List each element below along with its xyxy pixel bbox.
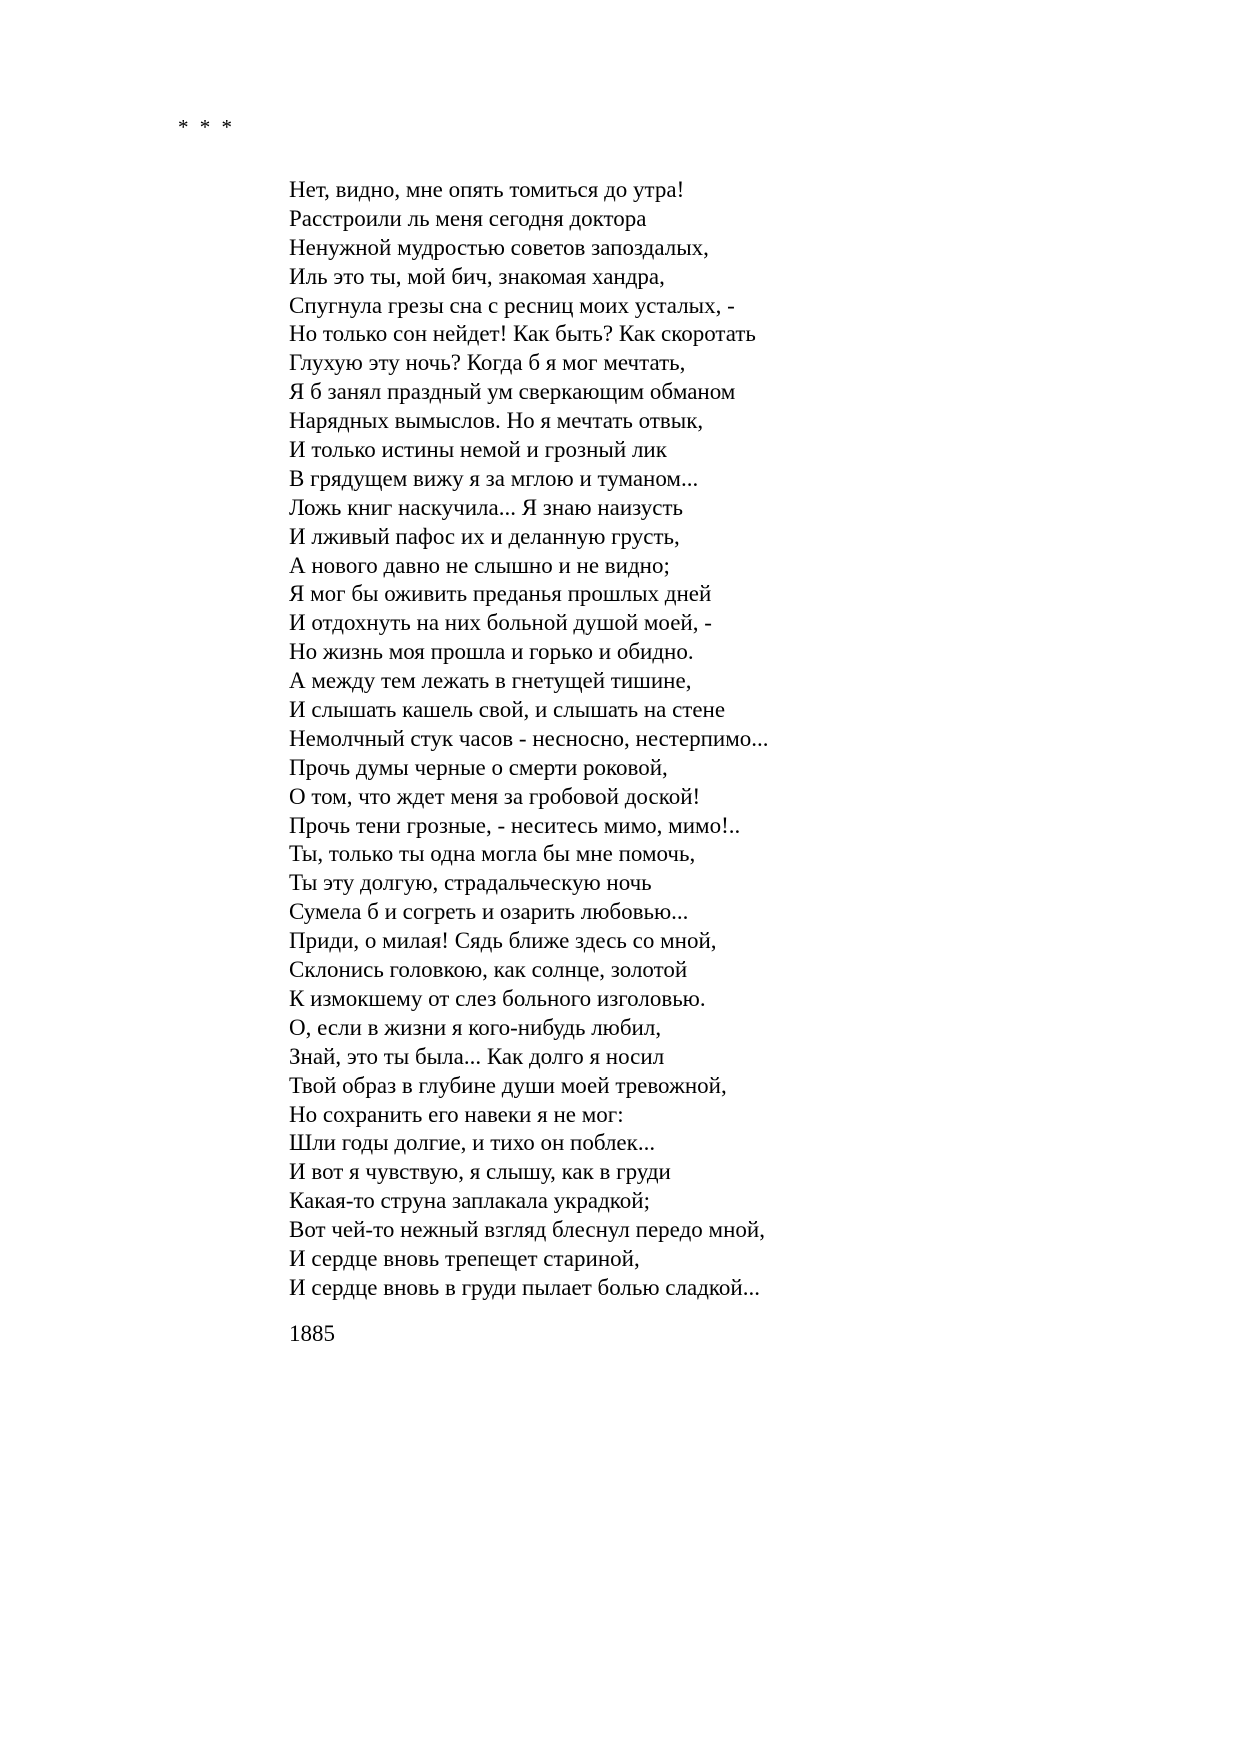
- poem-line: Какая-то струна заплакала украдкой;: [289, 1188, 650, 1214]
- poem-date: 1885: [289, 1321, 335, 1346]
- poem-line: Немолчный стук часов - несносно, нестерпимо...: [289, 725, 769, 751]
- poem-line: Но жизнь моя прошла и горько и обидно.: [289, 639, 694, 665]
- poem-line: И только истины немой и грозный лик: [289, 437, 667, 463]
- poem-line: Склонись головкою, как солнце, золотой: [289, 957, 688, 983]
- poem-line: Но сохранить его навеки я не мог:: [289, 1101, 624, 1127]
- poem-line: А между тем лежать в гнетущей тишине,: [289, 668, 692, 694]
- poem-line: Глухую эту ночь? Когда б я мог мечтать,: [289, 350, 686, 376]
- poem-line: Твой образ в глубине души моей тревожной,: [289, 1072, 727, 1098]
- poem-line: И слышать кашель свой, и слышать на стене: [289, 697, 726, 723]
- poem-line: И сердце вновь в груди пылает болью сладкой...: [289, 1274, 760, 1300]
- poem-line: Ты, только ты одна могла бы мне помочь,: [289, 841, 696, 867]
- poem-line: Сумела б и согреть и озарить любовью...: [289, 899, 689, 925]
- poem-line: Но только сон нейдет! Как быть? Как скоротать: [289, 321, 756, 347]
- poem-line: Я мог бы оживить преданья прошлых дней: [289, 581, 712, 607]
- section-heading: * * *: [178, 115, 235, 139]
- poem-line: Я б занял праздный ум сверкающим обманом: [289, 379, 736, 405]
- poem-line: Ненужной мудростью советов запоздалых,: [289, 234, 709, 260]
- poem-line: И вот я чувствую, я слышу, как в груди: [289, 1159, 671, 1185]
- poem-line: Нарядных вымыслов. Но я мечтать отвык,: [289, 408, 704, 434]
- poem-line: Прочь тени грозные, - неситесь мимо, мимо!..: [289, 812, 741, 838]
- poem-line: Расстроили ль меня сегодня доктора: [289, 205, 647, 231]
- poem-line: Вот чей-то нежный взгляд блеснул передо мной,: [289, 1217, 765, 1243]
- poem-line: О, если в жизни я кого-нибудь любил,: [289, 1014, 662, 1040]
- poem-line: О том, что ждет меня за гробовой доской!: [289, 783, 701, 809]
- poem-line: К измокшему от слез больного изголовью.: [289, 985, 706, 1011]
- poem-line: А нового давно не слышно и не видно;: [289, 552, 670, 578]
- poem-line: И сердце вновь трепещет стариной,: [289, 1245, 640, 1271]
- poem-line: Прочь думы черные о смерти роковой,: [289, 754, 668, 780]
- poem-line: Ты эту долгую, страдальческую ночь: [289, 870, 652, 896]
- poem-line: Приди, о милая! Сядь ближе здесь со мной,: [289, 928, 717, 954]
- poem-line: Шли годы долгие, и тихо он поблек...: [289, 1130, 656, 1156]
- poem-line: Нет, видно, мне опять томиться до утра!: [289, 177, 685, 202]
- poem-line: Знай, это ты была... Как долго я носил: [289, 1043, 665, 1069]
- poem-line: Иль это ты, мой бич, знакомая хандра,: [289, 263, 665, 289]
- poem-line: И лживый пафос их и деланную грусть,: [289, 523, 680, 549]
- poem-body: [289, 176, 769, 1303]
- poem-line: Спугнула грезы сна с ресниц моих усталых, -: [289, 292, 735, 318]
- poem-line: Ложь книг наскучила... Я знаю наизусть: [289, 494, 683, 520]
- poem-line: В грядущем вижу я за мглою и туманом...: [289, 465, 699, 491]
- poem-line: И отдохнуть на них больной душой моей, -: [289, 610, 712, 636]
